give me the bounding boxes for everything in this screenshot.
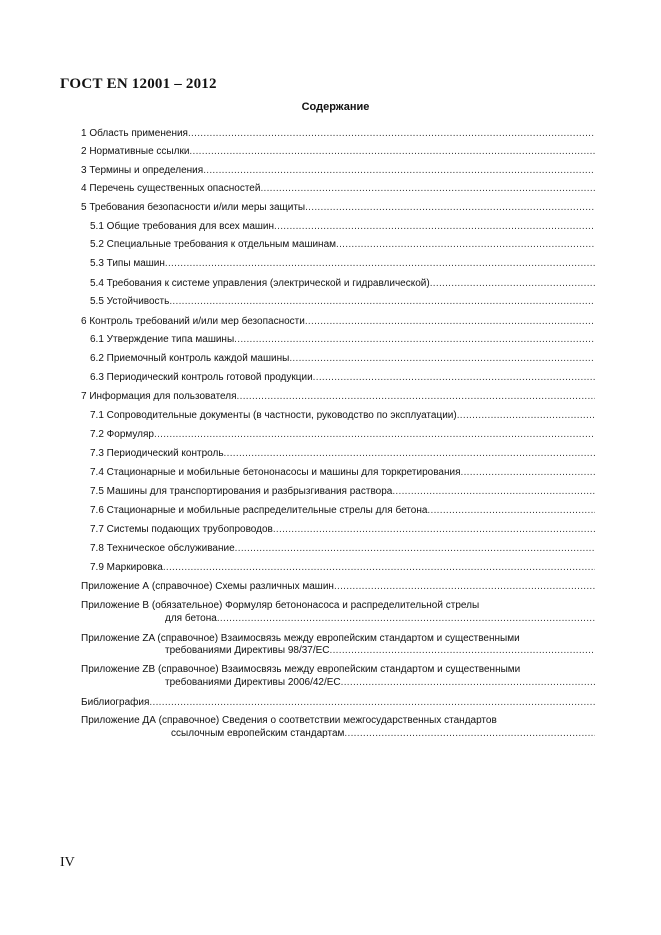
toc-entry-7-3[interactable]: 7.3 Периодический контроль .....	[90, 445, 595, 459]
toc-entry-1[interactable]: 1 Область применения .....	[81, 125, 595, 139]
toc-entry-7[interactable]: 7 Информация для пользователя .....	[81, 388, 595, 402]
toc-entry-5-2[interactable]: 5.2 Специальные требования к отдельным машинам .....	[90, 236, 595, 250]
toc-entry-5-4[interactable]: 5.4 Требования к системе управления (электрической и гидравлической) .....	[90, 275, 595, 289]
toc-entry-5[interactable]: 5 Требования безопасности и/или меры защиты .....	[81, 199, 595, 213]
toc-entry-5-3[interactable]: 5.3 Типы машин .....	[90, 255, 595, 269]
toc-appendix-b-line1[interactable]: Приложение В (обязательное) Формуляр бетононасоса и распределительной стрелы	[81, 600, 480, 611]
document-code: ГОСТ EN 12001 – 2012	[60, 76, 217, 92]
toc-entry-6-3[interactable]: 6.3 Периодический контроль готовой продукции .....	[90, 369, 595, 383]
toc-appendix-a[interactable]: Приложение А (справочное) Схемы различных машин .....	[81, 578, 595, 592]
toc-bibliography[interactable]: Библиография .....	[81, 694, 595, 708]
page-number: IV	[60, 855, 75, 870]
toc-entry-7-8[interactable]: 7.8 Техническое обслуживание .....	[90, 540, 595, 554]
toc-entry-7-6[interactable]: 7.6 Стационарные и мобильные распределительные стрелы для бетона .....	[90, 502, 595, 516]
toc-entry-3[interactable]: 3 Термины и определения .....	[81, 162, 595, 176]
toc-appendix-zb-line1[interactable]: Приложение ZB (справочное) Взаимосвязь между европейским стандартом и существенными	[81, 664, 521, 675]
toc-entry-7-1[interactable]: 7.1 Сопроводительные документы (в частности, руководство по эксплуатации) .....	[90, 407, 595, 421]
toc-entry-7-7[interactable]: 7.7 Системы подающих трубопроводов .....	[90, 521, 595, 535]
toc-appendix-zb-line2[interactable]: требованиями Директивы 2006/42/ЕС .....	[165, 674, 595, 688]
toc-entry-4[interactable]: 4 Перечень существенных опасностей .....	[81, 180, 595, 194]
toc-entry-2[interactable]: 2 Нормативные ссылки .....	[81, 143, 595, 157]
toc-entry-6-2[interactable]: 6.2 Приемочный контроль каждой машины .....	[90, 350, 595, 364]
toc-appendix-za-line1[interactable]: Приложение ZA (справочное) Взаимосвязь между европейским стандартом и существенными	[81, 633, 520, 644]
toc-entry-5-5[interactable]: 5.5 Устойчивость .....	[90, 293, 595, 307]
toc-appendix-da-line1[interactable]: Приложение ДА (справочное) Сведения о соответствии межгосударственных стандартов	[81, 715, 497, 726]
toc-appendix-b-line2[interactable]: для бетона .....	[165, 610, 595, 624]
toc-entry-7-5[interactable]: 7.5 Машины для транспортирования и разбрызгивания раствора .....	[90, 483, 595, 497]
toc-entry-7-2[interactable]: 7.2 Формуляр .....	[90, 426, 595, 440]
toc-entry-6-1[interactable]: 6.1 Утверждение типа машины .....	[90, 331, 595, 345]
toc-appendix-da-line2[interactable]: ссылочным европейским стандартам .....	[171, 725, 595, 739]
toc-entry-7-4[interactable]: 7.4 Стационарные и мобильные бетононасосы и машины для торкретирования .....	[90, 464, 595, 478]
toc-entry-6[interactable]: 6 Контроль требований и/или мер безопасности .....	[81, 313, 595, 327]
toc-appendix-za-line2[interactable]: требованиями Директивы 98/37/ЕС .....	[165, 642, 595, 656]
toc-entry-7-9[interactable]: 7.9 Маркировка .....	[90, 559, 595, 573]
toc-title: Содержание	[301, 101, 370, 113]
toc-entry-5-1[interactable]: 5.1 Общие требования для всех машин .....	[90, 218, 595, 232]
